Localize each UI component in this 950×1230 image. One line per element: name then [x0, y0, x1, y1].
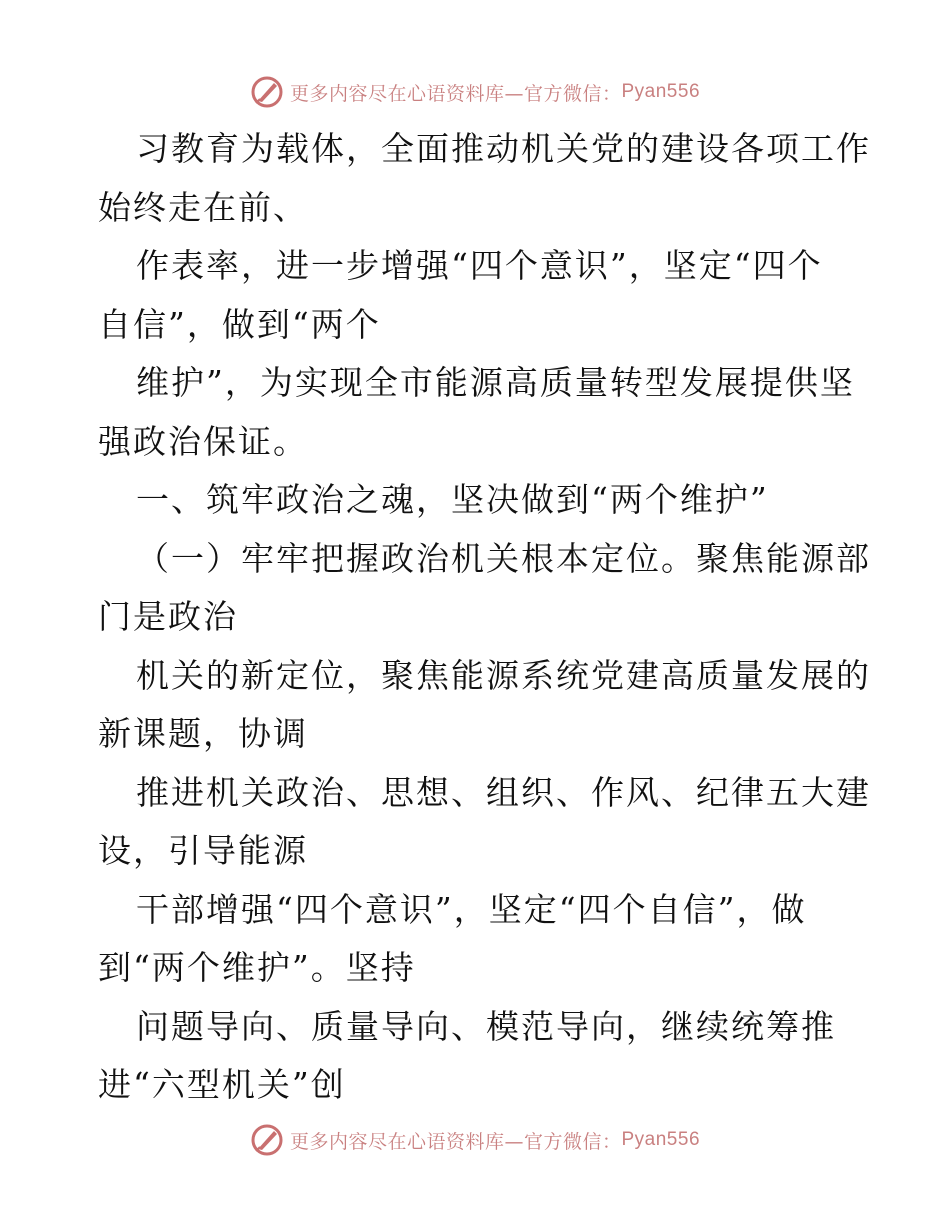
- watermark-text: 更多内容尽在心语资料库—官方微信：: [289, 82, 622, 105]
- watermark-handle: Pyan556: [621, 81, 701, 102]
- header-watermark: [0, 72, 950, 112]
- text-line: 门是政治: [98, 597, 238, 636]
- text-line: 干部增强“四个意识”，坚定“四个自信”，做: [136, 889, 807, 929]
- quill-logo-icon: [250, 1123, 284, 1157]
- text-line: 自信”，做到“两个: [98, 304, 381, 344]
- document-body: [98, 120, 871, 1115]
- text-line: 维护”，为实现全市能源高质量转型发展提供坚: [136, 363, 855, 402]
- text-line: 机关的新定位，聚焦能源系统党建高质量发展的: [136, 655, 871, 695]
- text-line: 问题导向、质量导向、模范导向，继续统筹推: [136, 1006, 836, 1046]
- footer-watermark: [0, 1120, 950, 1160]
- quill-logo-icon: [250, 75, 284, 109]
- text-line: 作表率，进一步增强“四个意识”，坚定“四个: [136, 246, 823, 285]
- text-line: 始终走在前、: [98, 187, 308, 227]
- section-heading: 一、筑牢政治之魂，坚决做到“两个维护”: [136, 480, 769, 519]
- text-line: 设，引导能源: [98, 831, 308, 870]
- text-line: 新课题，协调: [98, 714, 308, 753]
- text-line: 进“六型机关”创: [98, 1065, 346, 1104]
- subsection-heading: （一）牢牢把握政治机关根本定位。聚焦能源部: [136, 538, 871, 578]
- text-line: 推进机关政治、思想、组织、作风、纪律五大建: [136, 772, 871, 812]
- text-line: 强政治保证。: [98, 421, 308, 461]
- watermark-handle: Pyan556: [621, 1129, 701, 1150]
- text-line: 到“两个维护”。坚持: [98, 948, 416, 987]
- watermark-text: 更多内容尽在心语资料库—官方微信：: [289, 1130, 622, 1153]
- text-line: 习教育为载体，全面推动机关党的建设各项工作: [136, 129, 871, 168]
